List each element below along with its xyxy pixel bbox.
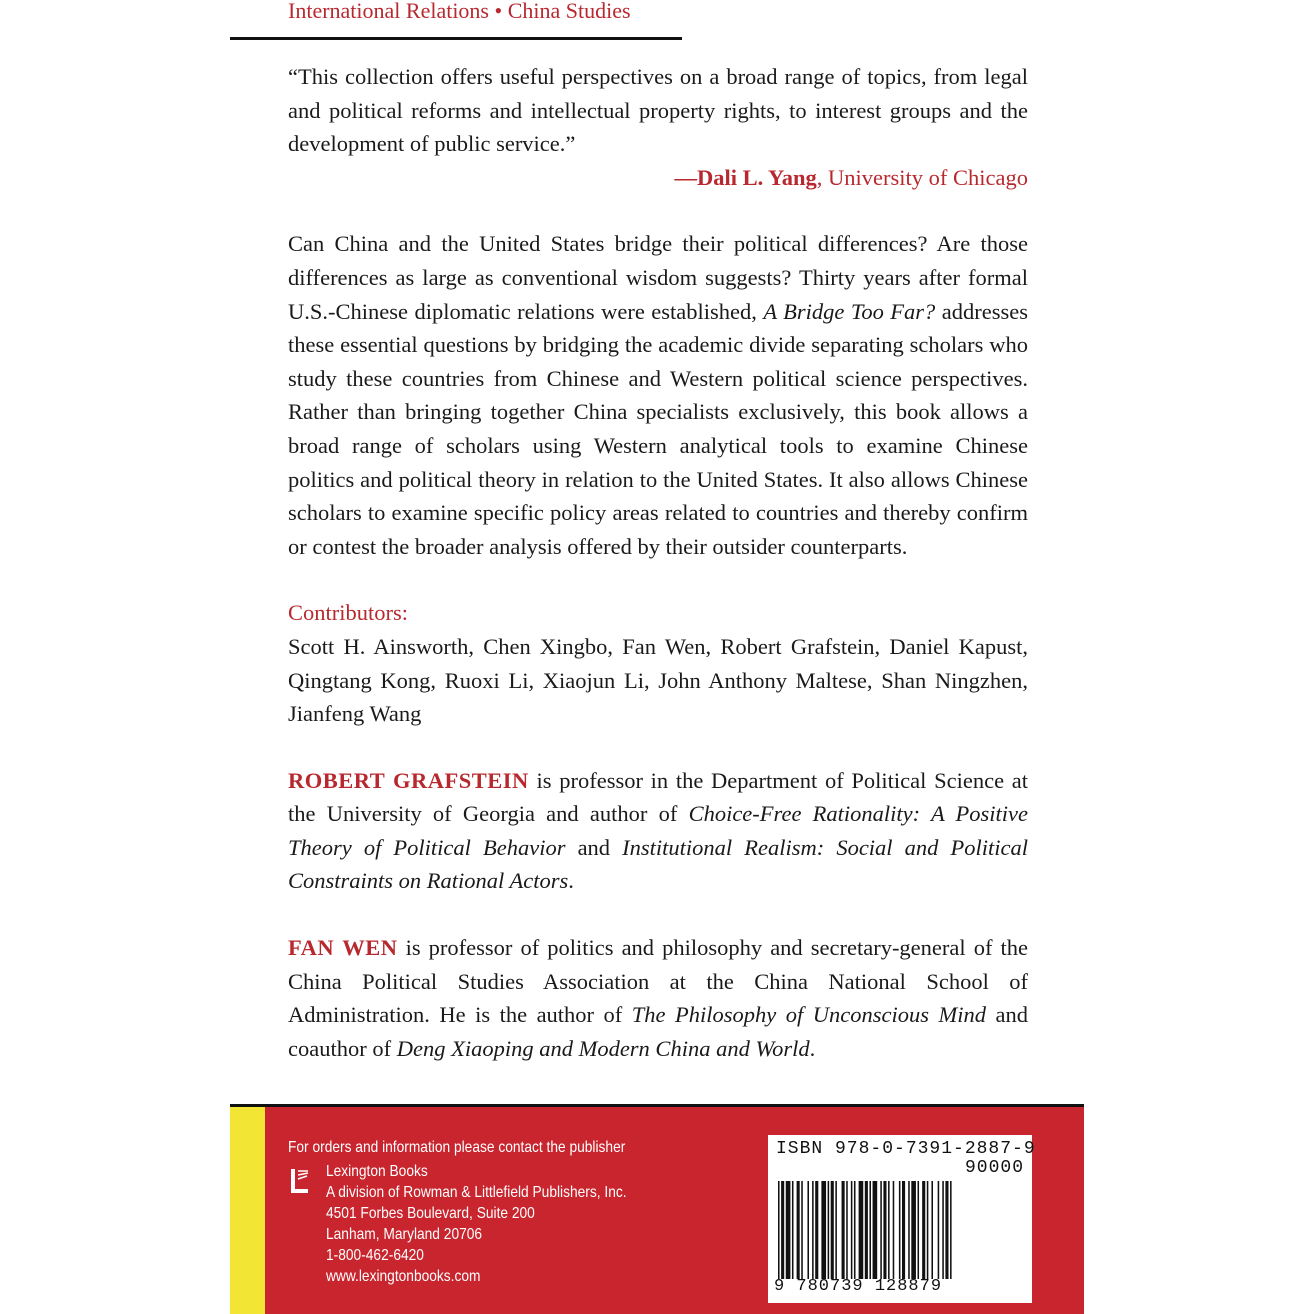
barcode-bar bbox=[815, 1181, 818, 1279]
book-title: Deng Xiaoping and Modern China and World bbox=[396, 1035, 810, 1061]
book-title: Choice-Free Rationality: A Positive Theory of Political Behavior bbox=[288, 801, 1028, 860]
endorser-affiliation: , University of Chicago bbox=[816, 164, 1028, 190]
publisher-footer bbox=[230, 1104, 1084, 1314]
barcode-bar bbox=[922, 1181, 925, 1279]
series-header: International Relations • China Studies bbox=[288, 0, 631, 23]
barcode-bar bbox=[835, 1181, 837, 1279]
barcode-bar bbox=[786, 1181, 791, 1279]
barcode-bar bbox=[797, 1181, 800, 1279]
book-title: The Philosophy of Unconscious Mind bbox=[631, 1002, 986, 1028]
barcode-bar bbox=[781, 1181, 784, 1279]
publisher-line: 4501 Forbes Boulevard, Suite 200 bbox=[326, 1205, 535, 1222]
barcode-bars bbox=[778, 1181, 1022, 1279]
barcode-bar bbox=[801, 1181, 803, 1279]
barcode-bar bbox=[938, 1181, 940, 1279]
description-text-2: addresses these essential questions by bridging the academic divide separating scholars who study these countries from Chinese and Western political science perspectives. Rather than bringing together China specialists exclusively, this book allows a broad range of scholars using Western analytical tools to examine Chinese politics and political theory in relation to the United States. It also allows Chinese scholars to examine specific policy areas related to countries and thereby confirm or contest the broader analysis offered by their outsider counterparts. bbox=[288, 298, 1028, 559]
publisher-line: Lexington Books bbox=[326, 1163, 428, 1180]
barcode-bar bbox=[908, 1181, 910, 1279]
publisher-website-link[interactable]: www.lexingtonbooks.com bbox=[326, 1268, 481, 1285]
barcode-bar bbox=[931, 1181, 933, 1279]
yellow-strip bbox=[230, 1107, 265, 1314]
barcode-bar bbox=[945, 1181, 948, 1279]
barcode-bar bbox=[899, 1181, 901, 1279]
barcode-bar bbox=[828, 1181, 830, 1279]
isbn-text: ISBN 978-0-7391-2887-9 bbox=[776, 1139, 1036, 1159]
publisher-line: Lanham, Maryland 20706 bbox=[326, 1226, 483, 1243]
publisher-address bbox=[326, 1161, 627, 1287]
price-code: 90000 bbox=[964, 1158, 1024, 1178]
bio-text: and bbox=[565, 834, 623, 860]
bio-text: . bbox=[568, 868, 574, 894]
barcode-bar bbox=[893, 1181, 895, 1279]
publisher-line: 1-800-462-6420 bbox=[326, 1247, 424, 1264]
endorser-name: —Dali L. Yang bbox=[674, 164, 817, 190]
bio-text: and coauthor of bbox=[288, 1002, 1028, 1061]
endorsement-attribution bbox=[288, 161, 1028, 195]
back-cover-text bbox=[288, 60, 1028, 1065]
barcode-bar bbox=[846, 1181, 848, 1279]
publisher-line: A division of Rowman & Littlefield Publishers, Inc. bbox=[326, 1184, 627, 1201]
barcode-bar bbox=[950, 1181, 952, 1279]
barcode-bar bbox=[888, 1181, 890, 1279]
author-bio-grafstein bbox=[288, 764, 1028, 898]
barcode-bar bbox=[880, 1181, 882, 1279]
barcode-bar bbox=[854, 1181, 856, 1279]
barcode-bar bbox=[911, 1181, 916, 1279]
bio-text: is professor in the Department of Political Science at the University of Georgia and author of bbox=[288, 767, 1028, 827]
barcode-bar bbox=[831, 1181, 834, 1279]
barcode-bar bbox=[851, 1181, 853, 1279]
barcode-bar bbox=[883, 1181, 886, 1279]
header-rule bbox=[230, 37, 682, 40]
author-name: FAN WEN bbox=[288, 935, 398, 961]
bio-text: is professor of politics and philosophy and secretary-general of the China Political Studies Association at the China National School of Administration. He is the author of bbox=[288, 935, 1029, 1028]
barcode-bar bbox=[859, 1181, 864, 1279]
barcode-bar bbox=[865, 1181, 868, 1279]
book-title: A Bridge Too Far? bbox=[763, 298, 936, 324]
orders-line: For orders and information please contact the publisher bbox=[288, 1139, 626, 1156]
barcode-bar bbox=[778, 1181, 780, 1279]
book-description bbox=[288, 227, 1028, 563]
barcode-bar bbox=[873, 1181, 878, 1279]
barcode-digits: 9 780739 128879 bbox=[774, 1277, 943, 1296]
barcode-bar bbox=[869, 1181, 871, 1279]
bio-text: . bbox=[809, 1035, 816, 1061]
isbn-barcode bbox=[768, 1135, 1036, 1303]
barcode-bar bbox=[792, 1181, 794, 1279]
barcode-bar bbox=[807, 1181, 809, 1279]
barcode-bar bbox=[902, 1181, 905, 1279]
description-text-1: Can China and the United States bridge their political differences? Are those differences as large as conventional wisdom suggests? Thirty years after formal U.S.-Chinese diplomatic relations were established, bbox=[288, 231, 1028, 324]
barcode-bar bbox=[927, 1181, 929, 1279]
barcode-bar bbox=[821, 1181, 826, 1279]
endorsement-quote: “This collection offers useful perspectives on a broad range of topics, from legal and political reforms and intellectual property rights, to interest groups and the development of public service.” bbox=[288, 64, 1028, 157]
book-title: Institutional Realism: Social and Political Constraints on Rational Actors bbox=[288, 834, 1028, 894]
barcode-bar bbox=[942, 1181, 944, 1279]
author-bio-fan bbox=[288, 931, 1028, 1065]
barcode-bar bbox=[918, 1181, 920, 1279]
contributors-heading: Contributors: bbox=[288, 600, 409, 626]
barcode-bar bbox=[812, 1181, 814, 1279]
lexington-logo-icon bbox=[288, 1167, 310, 1195]
barcode-bar bbox=[842, 1181, 845, 1279]
contributors-list: Scott H. Ainsworth, Chen Xingbo, Fan Wen, Robert Grafstein, Daniel Kapust, Qingtang Kong, Ruoxi Li, Xiaojun Li, John Anthony Maltese, Shan Ningzhen, Jianfeng Wang bbox=[288, 633, 1028, 727]
author-name: ROBERT GRAFSTEIN bbox=[288, 767, 529, 793]
